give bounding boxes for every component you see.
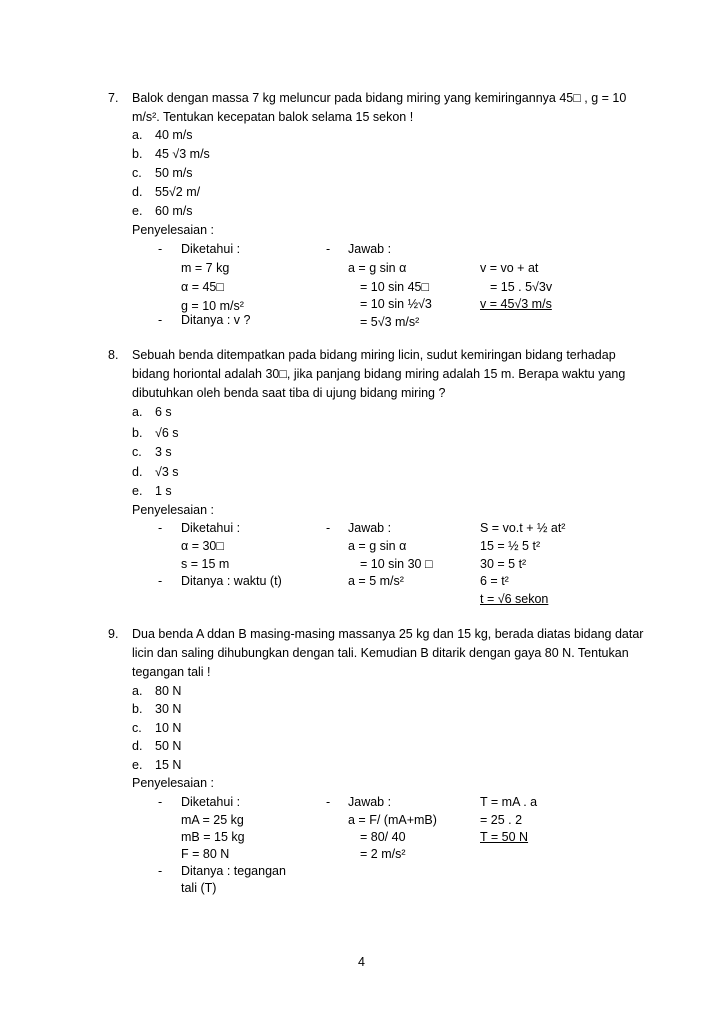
bullet-dash: - [326,521,331,535]
page-number: 4 [358,955,365,969]
option-text: 80 N [155,684,182,698]
option-label: d. [132,465,143,479]
question-number: 8. [108,348,119,362]
option-label: a. [132,684,143,698]
jawab-line: = 5√3 m/s² [360,315,420,329]
diketahui-line: Diketahui : [181,795,241,809]
question-text-line: Dua benda A ddan B masing-masing massanya 25 kg dan 15 kg, berada diatas bidang datar [132,627,644,641]
ditanya-line: Ditanya : waktu (t) [181,574,282,588]
option-label: b. [132,426,143,440]
option-label: c. [132,721,142,735]
option-text: 60 m/s [155,204,193,218]
option-text: 6 s [155,405,172,419]
question-number: 9. [108,627,119,641]
option-label: a. [132,128,143,142]
solution-label: Penyelesaian : [132,223,215,237]
jawab-line: a = g sin α [348,539,407,553]
bullet-dash: - [158,313,163,327]
ditanya-line: tali (T) [181,881,217,895]
formula-line: = 25 . 2 [480,813,523,827]
formula-line: = 15 . 5√3v [490,280,553,294]
option-label: e. [132,204,143,218]
solution-label: Penyelesaian : [132,503,215,517]
option-label: d. [132,739,143,753]
jawab-line: a = F/ (mA+mB) [348,813,437,827]
jawab-line: = 10 sin ½√3 [360,297,432,311]
option-label: b. [132,702,143,716]
bullet-dash: - [326,795,331,809]
ditanya-line: Ditanya : v ? [181,313,251,327]
question-text-line: licin dan saling dihubungkan dengan tali. Kemudian B ditarik dengan gaya 80 N. Tentukan [132,646,629,660]
formula-line: 6 = t² [480,574,509,588]
bullet-dash: - [158,521,163,535]
jawab-line: Jawab : [348,242,392,256]
bullet-dash: - [158,864,163,878]
option-label: a. [132,405,143,419]
question-number: 7. [108,91,119,105]
solution-label: Penyelesaian : [132,776,215,790]
bullet-dash: - [158,795,163,809]
diketahui-line: g = 10 m/s² [181,299,244,313]
diketahui-line: α = 45□ [181,280,224,294]
option-text: 55√2 m/ [155,185,201,199]
diketahui-line: Diketahui : [181,242,241,256]
jawab-line: = 2 m/s² [360,847,406,861]
option-text: 3 s [155,445,172,459]
option-text: 45 √3 m/s [155,147,210,161]
option-text: √3 s [155,465,179,479]
bullet-dash: - [158,242,163,256]
option-label: d. [132,185,143,199]
final-answer: t = √6 sekon [480,592,549,606]
jawab-line: = 80/ 40 [360,830,406,844]
ditanya-line: Ditanya : tegangan [181,864,286,878]
diketahui-line: mA = 25 kg [181,813,244,827]
question-text-line: dibutuhkan oleh benda saat tiba di ujung bidang miring ? [132,386,446,400]
jawab-line: Jawab : [348,521,392,535]
formula-line: 30 = 5 t² [480,557,527,571]
formula-line: S = vo.t + ½ at² [480,521,566,535]
diketahui-line: mB = 15 kg [181,830,245,844]
question-text-line: bidang horiontal adalah 30□, jika panjang bidang miring adalah 15 m. Berapa waktu yang [132,367,626,381]
formula-line: v = vo + at [480,261,539,275]
option-text: 50 m/s [155,166,193,180]
option-text: 30 N [155,702,182,716]
bullet-dash: - [326,242,331,256]
diketahui-line: Diketahui : [181,521,241,535]
jawab-line: Jawab : [348,795,392,809]
jawab-line: a = 5 m/s² [348,574,404,588]
option-label: b. [132,147,143,161]
jawab-line: a = g sin α [348,261,407,275]
question-text-line: tegangan tali ! [132,665,211,679]
option-label: e. [132,484,143,498]
final-answer: v = 45√3 m/s [480,297,552,311]
jawab-line: = 10 sin 45□ [360,280,430,294]
option-label: c. [132,166,142,180]
diketahui-line: s = 15 m [181,557,230,571]
question-text-line: Balok dengan massa 7 kg meluncur pada bidang miring yang kemiringannya 45□ , g = 10 [132,91,627,105]
jawab-line: = 10 sin 30 □ [360,557,433,571]
diketahui-line: m = 7 kg [181,261,230,275]
diketahui-line: α = 30□ [181,539,224,553]
final-answer: T = 50 N [480,830,529,844]
formula-line: 15 = ½ 5 t² [480,539,541,553]
option-label: c. [132,445,142,459]
bullet-dash: - [158,574,163,588]
option-text: 40 m/s [155,128,193,142]
question-text-line: Sebuah benda ditempatkan pada bidang miring licin, sudut kemiringan bidang terhadap [132,348,616,362]
option-text: 10 N [155,721,182,735]
diketahui-line: F = 80 N [181,847,230,861]
option-text: 1 s [155,484,172,498]
option-label: e. [132,758,143,772]
question-text-line: m/s². Tentukan kecepatan balok selama 15 sekon ! [132,110,414,124]
option-text: 15 N [155,758,182,772]
formula-line: T = mA . a [480,795,538,809]
option-text: √6 s [155,426,179,440]
option-text: 50 N [155,739,182,753]
